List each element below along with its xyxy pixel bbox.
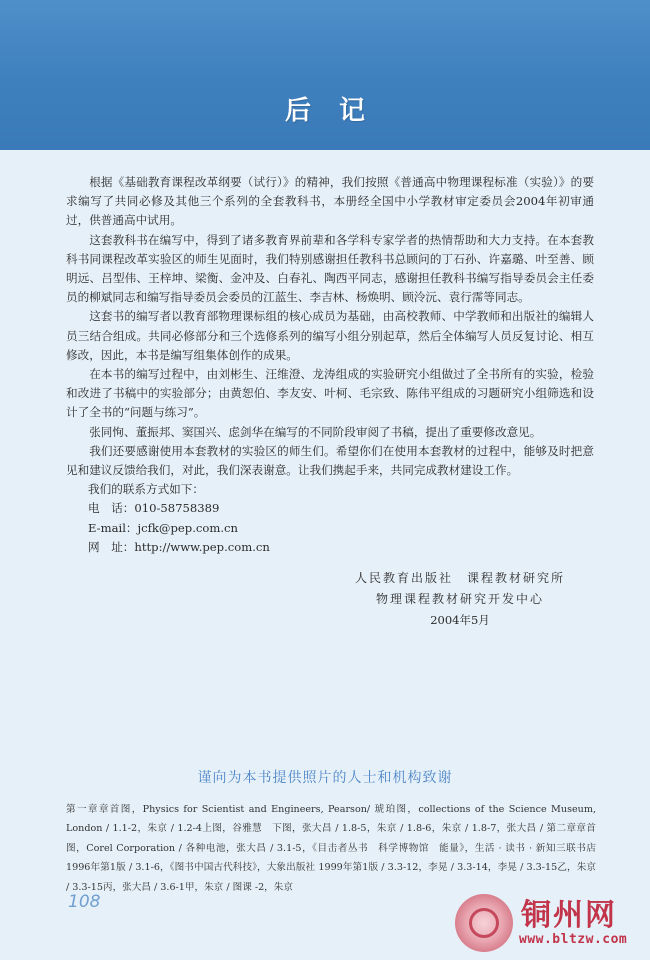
paragraph: 在本书的编写过程中，由刘彬生、汪维澄、龙涛组成的实验研究小组做过了全书所有的实验，检验和改进了书稿中的实验部分；由黄恕伯、李友安、叶柯、毛宗致、陈伟平组成的习题研究小组筛选和设计了全书的“问题与练习”。 [66, 367, 594, 420]
contact-website: 网 址：http://www.pep.com.cn [88, 539, 270, 554]
photo-credits-text: 第一章章首图，Physics for Scientist and Engineers, Pearson/ 琥珀图，collections of the Science Museum, London / 1.1-2，朱京 / 1.2-4上图，谷雅慧 下图，张大昌 / 1.8-5，朱京 / 1.8-6，朱京 / 1.8-7，张大昌 / 第二章章首图，Corel Corporation / 各种电池，张大昌 / 3.1-5，《目击者丛书 科学博物馆 能量》，生活 · 读书 · 新知三联书店 1996年第1版 / 3.1-6，《图书中国古代科技》，大象出版社 1999年第1版 / 3.3-12，李晃 / 3.3-14，李晃 / 3.3-15乙，朱京 / 3.3-15丙，张大昌 / 3.6-1甲，朱京 / 图课 -2，朱京 [66, 804, 596, 893]
paragraph: 这套书的编写者以教育部物理课标组的核心成员为基础，由高校教师、中学教师和出版社的编辑人员三结合组成。共同必修部分和三个选修系列的编写小组分别起草，然后全体编写人员反复讨论、相互修改，因此，本书是编写组集体创作的成果。 [66, 309, 594, 362]
watermark-url: www.bltzw.com [519, 932, 628, 947]
page-title: 后记 [284, 96, 393, 126]
contact-info [66, 480, 594, 557]
photo-credits-title: 谨向为本书提供照片的人士和机构致谢 [197, 770, 453, 786]
contact-email: E-mail：jcfk@pep.com.cn [88, 520, 239, 535]
afterword-body [66, 173, 594, 557]
watermark-logo-icon [455, 894, 513, 952]
signature-date: 2004年5月 [430, 613, 490, 627]
watermark-name: 铜州网 [521, 898, 617, 933]
paragraph: 我们还要感谢使用本套教材的实验区的师生们。希望你们在使用本套教材的过程中，能够及时把意见和建议反馈给我们，对此，我们深表谢意。让我们携起手来，共同完成教材建设工作。 [66, 443, 594, 478]
signature-publisher: 人民教育出版社 课程教材研究所 [354, 571, 565, 585]
contact-phone: 电 话：010-58758389 [88, 501, 220, 516]
watermark [455, 890, 645, 956]
paragraph: 张同恂、董振邦、窦国兴、虑剑华在编写的不同阶段审阅了书稿，提出了重要修改意见。 [89, 424, 542, 439]
signature-center: 物理课程教材研究开发中心 [375, 592, 544, 606]
contact-intro: 我们的联系方式如下： [88, 482, 204, 497]
paragraph: 根据《基础教育课程改革纲要（试行）》的精神，我们按照《普通高中物理课程标准（实验）》的要求编写了共同必修及其他三个系列的全套教科书，本册经全国中小学教材审定委员会2004年初审通过，供普通高中试用。 [66, 175, 594, 228]
paragraph: 这套教科书在编写中，得到了诸多教育界前辈和各学科专家学者的热情帮助和大力支持。在本套教科书同课程改革实验区的师生见面时，我们特别感谢担任教科书总顾问的丁石孙、许嘉璐、叶至善、顾明远、吕型伟、王梓坤、梁衡、金冲及、白春礼、陶西平同志，感谢担任教科书编写指导委员会主任委员的柳斌同志和编写指导委员会委员的江蓝生、李吉林、杨焕明、顾泠沅、袁行霈等同志。 [66, 232, 594, 305]
page-number: 108 [68, 892, 101, 912]
signature-block [330, 568, 590, 631]
header-band [0, 0, 650, 150]
